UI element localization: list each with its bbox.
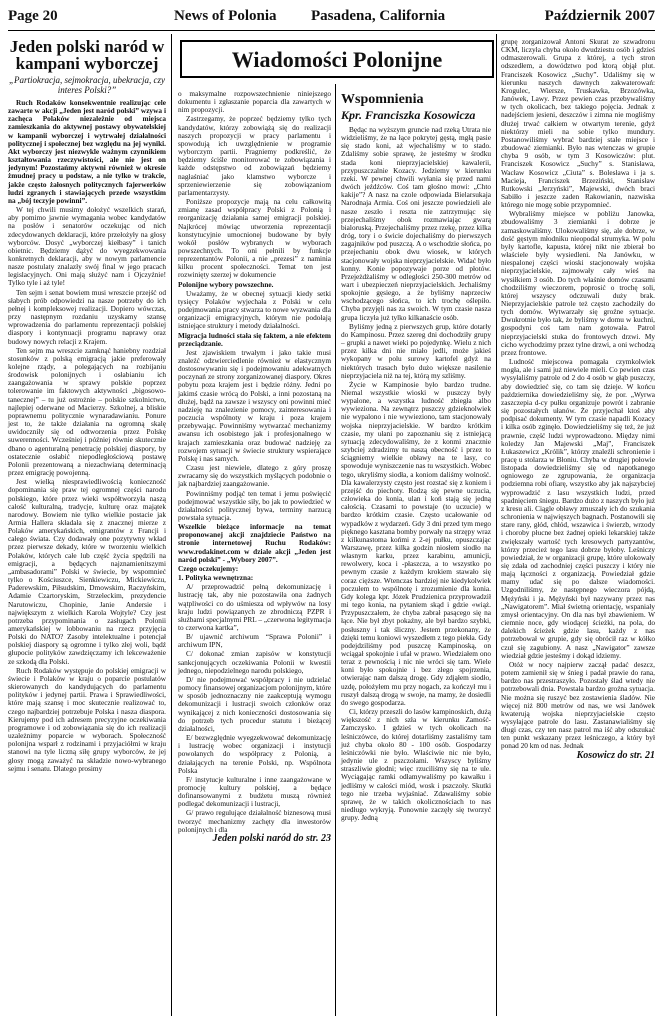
list-item: G/ prawo regulujące działalność biznesową musi tworzyć mechanizmy zachęty dla inwestorów polonijnych i dla bbox=[178, 808, 331, 834]
header-rule bbox=[8, 30, 655, 31]
list-item: D/ nie podejmować współpracy i nie udzielać pomocy finansowej organizacjom polonijnym, które w sposób jednoznaczny nie zaakceptują wymogu dekomunizacji i lustracji swoich członków oraz wynikającej z nich konieczności dostosowania się do potrzeb tych procedur statutu i bieżącej działalności, bbox=[178, 674, 331, 733]
newspaper-name: News of Polonia bbox=[174, 8, 277, 24]
subheading: Migracja ludności stała się faktem, a nie efektem przeciądzanie. bbox=[178, 330, 331, 348]
subheading: Czego oczekujemy: bbox=[178, 563, 239, 573]
right-column bbox=[501, 38, 655, 761]
left-article bbox=[8, 34, 166, 774]
left-article-lead: Ruch Rodaków konsekwentnie realizując cele zawarte w akcji „Jeden jest naród polski” wzywa i zachęca Polaków niezależnie od miejsca zamieszkania do aktywnej postawy obywatelskiej w kampanii wyborczej i wytrwałej działalności politycznej i społecznej bez względu na jej wyniki. Akt wyborczy jest niezwykle ważnym czynnikiem kształtowania rzeczywistości, ale nie jest on jedynym! Pozostańmy aktywni również w okresie żmudnej pracy u podstaw, a nie tylko w trakcie, jakże często żałosnych politycznych fajerwerków ludzi zgranych i stawiających przede wszystkim na „bój teczyje powinni”. bbox=[8, 98, 166, 205]
right-article bbox=[341, 90, 491, 823]
page-header bbox=[8, 8, 655, 30]
paragraph: Zastrzegamy, że poprzeć będziemy tylko tych kandydatów, którzy zobowiążą się do realizacji naszych propozycji w pracy parlamentu i spowodują ich uwzględnienie w programie wyborczym partii. Pragniemy podkreślić, że będziemy ściśle monitorować te zobowiązania i każde odstępstwo od zobowiązań będziemy nagłaśniać jako klamstwo wyborcze i sprzeniewierzenie się zobowiązaniom parlamentarzysty. bbox=[178, 114, 331, 197]
paragraph: grupę zorganizował Antoni Skurat ze szwadronu CKM, liczyła chyba około dwudziestu osób i gdzieś odmaszerowali. Grupa z której, a tych stron odszedłem, a dowództwo pod ktorą objął plut. Franciszek Kosowicz „Suchy”. Udaliśmy się w kierunku naszych dawnych zakwaterowań: Krogulec, Wiersze, Truskawka, Brzozówka, Janówek, Lawy. Przez pewien czas przebywaliśmy w tych okolicach, bez takiego pojęcia. Jednak z nadejściem jesieni, deszczów i zimna nie mogliśmy dłużej trwać całkiem w otwartym terenie, gdyż niektórzy mieli na sobie tylko mundury. Postanowiliśmy wybrać bardziej stałe miejsce i zbudować ziemianki. Było nas wtenczas w grupie chyba 9 osób, w tym 3 Kosowiczów: plut. Franciszek Kosowicz „Suchy” s. Stanisława, Wacław Kosowicz „Ciuta” s. Bolesława i ja s. Macieja, Franciszek Brzeziński, Stanisław Rutkowski „Jerzyński”, Majewski, dwóch braci Sabiłło i jeszcze zaden Rakowianin, nazwiska którego nie mogę sobie przypomnieć. bbox=[501, 37, 655, 210]
list-item: A/ przeprowadzić pełną dekomunizację i lustrację tak, aby nie pozostawiła ona żadnych wątpliwości co do uśmiesza od wpływów na losy kraju ludzi powiązanych ze zbrodniczą PZPR i służbami specjalnymi PRL – „czerwona legitymacja to czerwona kartka”, bbox=[178, 582, 331, 632]
paragraph: W tej chwili musimy dołożyć wszelkich starań, aby pomimo jawnie wymagania wobec kandydatów na posłów i senatorów oczekując od nich zdecydowanych deklaracji, które przełożyły na głosy wyborców. Dosyć „wyborczej kiełbasy” i tanich obietnic. Będziemy dążyć do wyegzekwowania konkretnych deklaracji, aby w nowym parlamencie nasze postulaty znalazły swój final w jego pracach legislacyjnych. Oni mają służyć nam i Ojczyźnie! Tylko tyle i aż tyle! bbox=[8, 205, 166, 288]
paragraph: Poniższe propozycje mają na celu całkowitą zmianę zasad współpracy Polski z Polonią i reorganizację działania samej emigracji polskiej. Najkrócej mówiąc utworzenia reprezentacji konstytucyjnie umocnionej budowane by były wokół posłów wybranych w wyborach powszechnych. To oni pełnili by funkcje reprezentantów Polonii, a nie „prezesi” z naminia kilku procent społeczności. Temat ten jest rozwinięty szerzej w dokumencie bbox=[178, 197, 331, 280]
paragraph: Wybraliśmy miejsce w pobliżu Janowka, zbudowaliśmy 3 ziemianki i dobrze je zamaskowaliśmy. Ulokowaliśmy się, ale dobrze, w dość gęstym młodniku nieopodal strumyka. W polu były kartofle, kapusta, której nikt nie zbierał bo właściele były wysiedleni. Na Janówku, w niespalonej części wioski stacjonowały wojska nieprzyjacielskie, zajmowały cały wieś na wysiłkiem 3 osób. Do tych właśnie domów czasami chodziliśmy wieczorem, poprosić o trochę soli, której wszyscy odczuwali duży brak. Nieprzyjacielskie patrole też często zachodziły do tych domów. Wytwarzały się groźne sytuacje. Dwukrotnie było tak, że byliśmy w domu w kuchni, gospodyni coś tam nam gotowała. Patrol nieprzyjacielski stuka do frontowych drzwi. My cicho wychodzimy przez tylne drzwi, a oni wchodzą przez frontowe. bbox=[501, 209, 655, 357]
paragraph: Byliśmy jedną z pierwszych grup, które dotarły do Kampinosu. Przez szereg dni dochodziły grupy – grupki a nawet wieki po pojedynkę. Wielu z nich przez kilka dni nie miało jedli, może jakieś wykopany w polu surowy kartofel gdyż na niektórych trasach było dużo większe nasilenie nieprzyjaciela niż na tej, którą my szliśmy. bbox=[341, 321, 491, 380]
paragraph: o maksymalne rozpowszechnienie niniejszego dokumentu i zgłaszanie poparcia dla zawartych w nim propozycji. bbox=[178, 89, 331, 115]
continued-note: Kosowicz do str. 21 bbox=[576, 749, 655, 761]
continued-note: Jeden polski naród do str. 23 bbox=[212, 832, 331, 844]
paragraph: Wszelkie bieżące informacje na temat proponowanej akcji znajdziecie Państwo na stronie internetowej Ruchu Rodaków: www.rodakinet.com w dziale akcji „Jeden jest naród polski” - „Wybory 2007”. bbox=[178, 522, 331, 564]
list-item: C/ dokonać zmian zapisów w konstytucji sankcjonujących oczekiwania Polonii w kwestii jednego, niepodzielnego narodu polskiego, bbox=[178, 649, 331, 675]
subheading: Polonijne wybory powszechne. bbox=[178, 279, 274, 289]
left-article-title: Jeden polski naród w kampani wyborczej bbox=[9, 37, 165, 73]
paragraph: Ten sejm ma wreszcie zamknąć haniebny rozdział stosunków z polską emigracją jakie preferowały kolejne rządy, a polegających na rozbijaniu środowisk polonijnych i osłabianiu ich zaangażowania w sprawy polskie poprzez tolerowanie im faktowych aktywności „bigosowo-tanecznej” – tu już ostrożnie – polskie szkolnictwo, najlepiej oderwane od Macierzy. Szkolnej, a bliskie poprawnemu politycznie wynaradawianiu. Ponure jest to, że także działania na ogromną skalę uwidoczniły się od odtworzenia przez Polskę suwerenności. Wcześniej i później równie skutecznie dbano o agenturalną penetrację polskiej diaspory, by ostatecznie osłabić niepodległościową postawę Polonii prezentowaną a niezachwianą determinacją przez emigrację powojenną. bbox=[8, 345, 166, 478]
column-divider bbox=[335, 84, 336, 1016]
paragraph: Ci, którzy przeszli do lasów kampinoskich, dużą większość z nich szła w kierunku Zamość-Zamczysko. I gdzieś w tych okolicach na leśniczówce, do której dotarliśmy zastaliśmy tam już chyba około 80 - 100 osób. Gospodarzy leśniczówki nie było. Właściwie nic nie było, jedynie ule z pszczołami. Wszyscy byliśmy straszliwie głodni; więc rzuciliśmy się na te ule. Wyciągając ramki odłamywaliśmy po kawałku i jedliśmy w całości miód, wosk i pszczoły. Skutki tego nie trzeba wyjaśniać. Zdawaliśmy sobie sprawę, że w takich okolicznościach to nas niedługo wykryją. Ponownie zaczęły się tworzyć grupy. Jedną bbox=[341, 707, 491, 823]
paragraph: Czasu jest niewiele, dlatego z góry proszę zwracamy się do wszystkich myślących podobnie o jak najbardziej zaangażowanie. bbox=[178, 463, 331, 489]
paragraph: Jest wielką niesprawiedliwością konieczność dopominania się praw tej ogromnej części narodu polskiego, które przez wieki współtworzyła naszą całość kulturalną, tradycje, kulturę oraz majątek narodowy. Bowiem nie tylko wielkie postacie jak Armia Hallera składała się z znacznej mierze z Polaków amerykańskich, emigrantów z Francji i całego świata. Czy dodawały one pozytywny wkład przez pierwsze dekady, które w tworzeniu wielkich Polaków, których całe lub część życia spędzili na emigracji, a będących najznamienitszymi „ambasadorami” Polski w świecie, by wspomnieć tylko o Kościuszce, Sienkiewiczu, Mickiewiczu, Paderewskim, Piłsudskim, Dmowskim, Raczyńskim, Adamie Czartoryskim, Strzeleckim, prezydencie Narutowiczu, Chopinie, Janie Andersie i największym z wielkich Karola Wojtyle? Czy jest potrzeba przypominania o zasługach Polonii amerykańskiej w lobbowaniu na rzecz przyjęcia Polski do NATO? Zasoby intelektualne i potencjał polskiej diaspory są ogromne i tylko złej woli, bądź głupocie polityków zawdzięczamy ich lekceważenie ze szkodą dla Polski. bbox=[8, 477, 166, 666]
left-article-subtitle: „Partiokracja, sejmokracja, ubekracja, czy interes Polski?” bbox=[9, 75, 165, 95]
column-divider bbox=[171, 34, 172, 1016]
right-article-title: Wspomnienia bbox=[341, 92, 424, 107]
paragraph: Ten sejm i senat bowiem musi wreszcie przejść od słabych prób odpowiedzi na nasze potrzeby do ich pełnej i kompleksowej realizacji. Dopiero wówczas, przy następnym rozdaniu uzyskamy szansę wprowadzenia do parlamentu reprezentacji polskiej diaspory i kontynuacji programu naprawy oraz budowy nowych relacji z Krajem. bbox=[8, 287, 166, 346]
list-item: B/ ujawnić archiwum “Sprawa Polonii” i archiwum IPN, bbox=[178, 632, 331, 650]
place: Pasadena, California bbox=[311, 8, 446, 24]
paragraph: Ruch Rodaków występuje do polskiej emigracji w świecie i Polaków w kraju o poparcie postulatów skierowanych do kandydujących do parlamentu polityków i jedynej partii. Prawa i Sprawiedliwości, które mają szansę i moc skutecznie realizować to, czego najbardziej potrzebuje Polska i nasza diaspora. Kierujemy pod ich adresem precyzyjne oczekiwania programowe i od zobowiązania się do ich realizacji uzależnimy poparcie w wyborach. Społeczność polonijna wsparł z rodzinami i przyjaciółmi w kraju stanowi na tyle liczną siłę grupy wyborców, że jej głosy mogą zaważyć na składzie nowo-wybranego sejmu i senatu. Dlatego prosimy bbox=[8, 665, 166, 773]
middle-column bbox=[178, 90, 331, 844]
section-title: Wiadomości Polonijne bbox=[231, 47, 443, 72]
paragraph: Otóż w nocy najpierw zaczął padać deszcz, potem zamienił się w śnieg i padał prawie do rana, bardzo nas przestraszyło. Pozostały ślad wtedy nie potrzebowali dnia. Powstała bardzo groźna sytuacja. Nie można się ruszyć bez zostawienia śladów. Nie więcej niż 800 metrów od nas, we wsi Janówek kwaterują wojska nieprzyjacielskie często wysyłające patrole do lasu. Zastanawialiśmy się długi czas, czy ten nasz patrol ma iść aby odszukać ten punkt wskazany przez leśniczego, a który był ponad 20 km od nas. Jednak bbox=[501, 659, 655, 751]
page-number: Page 20 bbox=[8, 8, 58, 24]
list-item: E/ bezwzględnie wyegzekwować dekomunizację i lustrację wobec organizacji i instytucji powołanych do współpracy z Polonią, a działających na terenie Polski, np. Wspólnota Polska bbox=[178, 733, 331, 775]
paragraph: Powinniśmy podjąć ten temat i jemu poświęcić podejmować wszystkie siły, bo jak to powiedzieć w działalności politycznej bywa, terminy narzucą powstała sytuacja. bbox=[178, 488, 331, 522]
right-article-author: Kpr. Franciszka Kosowicza bbox=[341, 108, 476, 122]
column-divider bbox=[496, 34, 497, 1016]
paragraph: Będąc na wyższym gruncie nad rzeką Utrata nie widzieliśmy, że na łące pokrytej gęstą, mgłą pasie się stado koni, aż wjechaliśmy w to stado. Zdaliśmy sobie sprawę, że jesteśmy w środku stada koni nieprzyjacielskiej kawalerii, przypuszczalnie Kozacy. Jedziemy w kierunku rzeki. W pewnej chwili wyłania się przed nami dwóch jeźdźców. Coś tam głośno mowi: „Chto kakije”? A nasz na czole odpowiada Bielarsukaja Narodnaja Armia. Coś oni jeszcze powiedzieli ale nasze zeszło i reszta nie zatrzymując się przejechaliśmy obok rozmawiając gwarą bialoruską. Przejechaliśmy przez rzekę, przez kilka dróg, tory i o świcie dojechaliśmy do pierwszych zagajników pod puszczą. A o wschodzie słońca, po przejechaniu obok dwu wiosek, w których stacjonowały wojska nieprzyjacielskie. Widać było konny. Konie popozywaje porze od płotów. Przejeżdżaliśmy w odległości 250-300 metrów od wart i ubezpieczeń nieprzyjacielskich. Jechaliśmy spokojnie gęsiego, a że byliśmy naprzeciw wschodzącego słońca, to ich trochę oślepiło. Chyba przyjęli nas za swoich. W tym czasie nasza grupa liczyła już tylko kilkanaście osób. bbox=[341, 125, 491, 322]
subheading: 1. Polityka wewnętrzna: bbox=[178, 573, 254, 583]
paragraph: Jest zjawiskiem trwałym i jako takie musi znaleźć odzwierciedlenie również w elastycznym dostosowywaniu się i podejmowaniu adekwatnych poczynań ze strony zorganizowanej diaspory. Okres pobytu poza krajem jest i będzie różny. Jedni po jakimś czasie wrócą do Polski, a inni pozostaną na dłużej, bądź na zawsze i wszyscy oni powinni mieć nadzieję na znalezienie pomocy, zainteresowania i poczucia wspólnoty w kraju i poza krajem przebywając. Powinniśmy wytwarzać mechanizmy awansu ich osobistego jak i profesjonalnego w krajach zamieszkania oraz budować nadzieję za rozwojem sytuacji w świecie struktury wspierające Polskę i nas samych. bbox=[178, 347, 331, 463]
paragraph: Ludność miejscowa pomagała czymkolwiek mogła, ale i sami już niewiele mieli. Co pewien czas wysyłaliśmy patrole od 2 do 4 osób w głąb puszczy, aby dowiedzieć się, co tam się dzieje. W końcu października dowiedzieliśmy się, że por. „Wyrwa zaszczepia d-cy pułku organizuje powrót i zabranie się pozostałych ułanów. Że przyjechał ktoś aby podpisać dokumenty. W tym czasie napadli Kozacy i kilka osób zginęło. Dowiedzieliśmy się też, że już prawnie, część ludzi wyprowadzono. Między nimi koledzy Jan Majewski „Maj”, Franciszek Łukaszewicz „Królik”, którzy znaleźli schronienie i pracę u stolarza w Błoniu. Chyba w drugiej połowie listopada dowiedzieliśmy się od napotkanego ogniowego ze zgrupowania, że organizacja podziemna robi ofiarę, wszystko aby jak najszybciej wyprowadzić z lasu wszystkich ludzi, przed spadnięciem śniegu. Bardzo dużo z naszych było już z kresu ali. Ciągle obławy zmuszały ich do szukania schronienia w najwięszych bagnach. Postanowili się stare rany, głód, chłód, wszawica i świerzb, wrzody i choroby płucne bez żadnej opieki lekarskiej także zwiększały wartość tych kresowych partyzantów, którzy przecież tego lasu dobrze byłoby. Leśniczy powiedział, że w organizacji grupę, które ulokowały się zdała od zachodniej części puszczy i który nie mają łączności z organizacją. Powiedział gdzie mamy udać się po dalsze wiadomości. Uzgodniliśmy, że następnego wieczora pójdą, Mężyński i ja. Mężyński był nazywany przez nas „Nawigatorem”. Miał świetną orientację, wspaniały zmysł orientacyjny. On dla nas był zbawieniem. W ciemnie noce, gdy wiodącej ścieżki, na pola, do dalekich ścieżek gdzie lasu, każdy z nas potrzebował w grupie, gdy się obrócił raz w kółko czuł się zagubiony. A nasz „Nawigator” zawsze wiedział gdzie jesteśmy i dokąd idziemy. bbox=[501, 357, 655, 660]
paragraph: Uważamy, że w obecnej sytuacji kiedy setki tysięcy Polaków wyjechała z Polski w celu podejmowania pracy stwarza to nowe wyzwania dla organizacji emigracyjnych, którym nie podołają istniejące struktury i metody działalności. bbox=[178, 288, 331, 331]
section-title-box bbox=[180, 40, 494, 78]
list-item: F/ instytucje kulturalne i inne zaangażowane w promocję kultury polskiej, a będące dofinansowanymi z budżetu muszą również podlegać dekomunizacji i lustracji, bbox=[178, 774, 331, 809]
issue-date: Październik 2007 bbox=[544, 8, 655, 24]
paragraph: Życie w Kampinosie było bardzo trudne. Niemal wszystkie wioski w puszczy były wypalone, a wszystka ludność zbiegła albo wywieziona. Na zewnątrz puszczy gdzieknolwiek nie wypalono i nie wywieziono, tam stacjonowały wojska nieprzyjacielskie. W bardzo krótkim czasie, my ułani po zapoznaniu się z istniejącą sytuacją zdecydowaliśmy, że z konmi znacznie szybciej zdradzimy tu naszą obecność i przez to ściągniemy wielkie obławy na te lasy, co spowoduje wyniszczenie nas tu wszystkich. Wobec tego, ukryliśmy siodła, a koniom daliśmy wolność. Dla kawalerzysty często jest rozstać się z koniem i przejść do piechoty. Rodzą się pewne uczucia, człowieka do konia, ulan i koń stają się jedną całością. Czasami to powstaje (to uczucie) w bardzo krótkim czasie. Często ucałowanie od wypadków z wydarzeń. Gdy 3 dni przed tym mego pięknego kasztana bomby porwały na strzępy wraz z kilkunastoma końmi z 2-ej pułku, opuszczając Warszawę, przez kilka godzin niosłem siodło na własnym karku, przez karabinu, amunicji, rewolwery, koca i -płaszcza, a to wszystko po pewnym czasie z każdym krokiem stawało się coraz cięższe. Wtenczas bardziej nie kiedykolwiek poczułem to wspólnotę i zrozumienie dla konia. Gdy kolega kpr. Józek Prudzienica przyprowadził mi tego konia, na pytaniem skąd i gdzie «wiąż. Przypuszczałem, że chyba zabrał pasącego się na łące. Nie był zbyt pokaźny, ale był bardzo szybki, posłuszny i tak śliczny. Jestem przekonany, że dzięki temu koniowi wyszedłem z tego piekła. Gdy podejdziliśmy pod puszczę Kampinoską, on wciągał spokojnie i ufał w prawo. Wiedziałem ono teraz z pewnością i nic nie wróci się tam. Wiele koni było spokojnie i bez złego spojrzenia, otwierając nam dalszą drogę. Gdy zdjąłem siodło, uzdę, położyłem mu przy nogach, za kończył mu i ruszył dalszą drogą w swoje, na mamy, że dosiedli do swego gospodarza. bbox=[341, 379, 491, 707]
